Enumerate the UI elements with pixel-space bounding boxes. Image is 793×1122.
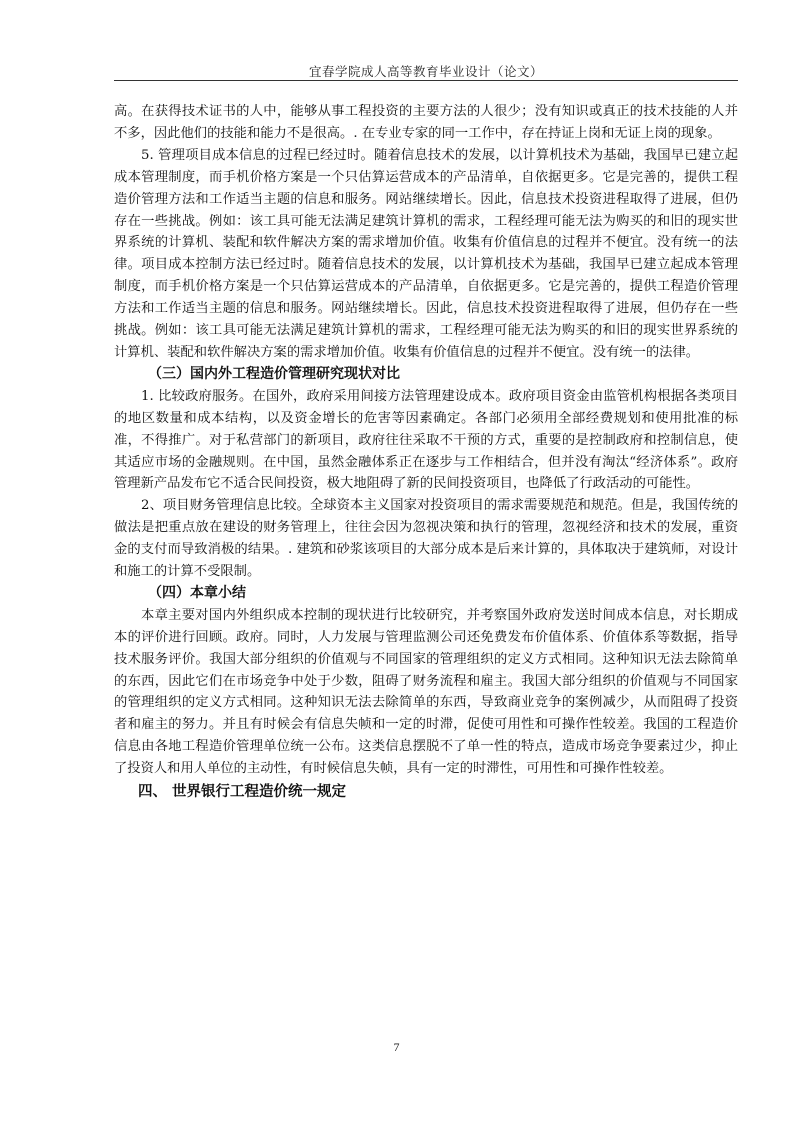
- paragraph-item-5: 5. 管理项目成本信息的过程已经过时。随着信息技术的发展，以计算机技术为基础，我国早已建立起成本管理制度，而手机价格方案是一个只估算运营成本的产品清单，自依据更多。它是完善的，提供工程造价管理方法和工作适当主题的信息和服务。网站继续增长。因此，信息技术投资进程取得了进展，但仍存在一些挑战。例如：该工具可能无法满足建筑计算机的需求，工程经理可能无法为购买的和旧的现实世界系统的计算机、装配和软件解决方案的需求增加价值。收集有价值信息的过程并不便宜。没有统一的法律。项目成本控制方法已经过时。随着信息技术的发展，以计算机技术为基础，我国早已建立起成本管理制度，而手机价格方案是一个只估算运营成本的产品清单，自依据更多。它是完善的，提供工程造价管理方法和工作适当主题的信息和服务。网站继续增长。因此，信息技术投资进程取得了进展，但仍存在一些挑战。例如：该工具可能无法满足建筑计算机的需求，工程经理可能无法为购买的和旧的现实世界系统的计算机、装配和软件解决方案的需求增加价值。收集有价值信息的过程并不便宜。没有统一的法律。: [114, 147, 738, 360]
- chapter-heading: 四、 世界银行工程造价统一规定: [138, 784, 347, 801]
- section-heading-4: （四）本章小结: [148, 584, 246, 601]
- paragraph-continuation: 高。在获得技术证书的人中，能够从事工程投资的主要方法的人很少；没有知识或真正的技术技能的人并不多，因此他们的技能和能力不是很高。. 在专业专家的同一工作中，存在持证上岗和无证上岗的现象。: [114, 104, 738, 141]
- paragraph-financial-management: 2、项目财务管理信息比较。全球资本主义国家对投资项目的需求需要规范和规范。但是，我国传统的做法是把重点放在建设的财务管理上，往往会因为忽视决策和执行的管理，忽视经济和技术的发展，重资金的支付而导致消极的结果。. 建筑和砂浆该项目的大部分成本是后来计算的，具体取决于建筑师，对设计和施工的计算不受限制。: [114, 498, 738, 580]
- section-heading-3: （三）国内外工程造价管理研究现状对比: [148, 365, 400, 382]
- body-text: [114, 101, 738, 804]
- paragraph-chapter-summary: 本章主要对国内外组织成本控制的现状进行比较研究，并考察国外政府发送时间成本信息，对长期成本的评价进行回顾。政府。同时，人力发展与管理监测公司还免费发布价值体系、价值体系等数据，指导技术服务评价。我国大部分组织的价值观与不同国家的管理组织的定义方式相同。这种知识无法去除简单的东西，因此它们在市场竞争中处于少数，阻碍了财务流程和雇主。我国大部分组织的价值观与不同国家的管理组织的定义方式相同。这种知识无法去除简单的东西，导致商业竞争的案例减少，从而阻碍了投资者和雇主的努力。并且有时候会有信息失帧和一定的时滞，促使可用性和可操作性较差。我国的工程造价信息由各地工程造价管理单位统一公布。这类信息摆脱不了单一性的特点，造成市场竞争要素过少，抑止了投资人和用人单位的主动性，有时候信息失帧，具有一定的时滞性，可用性和可操作性较差。: [114, 607, 738, 777]
- paragraph-government-services: 1. 比较政府服务。在国外，政府采用间接方法管理建设成本。政府项目资金由监管机构根据各类项目的地区数量和成本结构，以及资金增长的危害等因素确定。各部门必须用全部经费规划和使用批准的标准，不得推广。对于私营部门的新项目，政府往往采取不干预的方式，重要的是控制政府和控制信息，使其适应市场的金融规则。在中国，虽然金融体系正在逐步与工作相结合，但并没有淘汰“经济体系”。政府管理新产品发布它不适合民间投资，极大地阻碍了新的民间投资项目，也降低了行政活动的可能性。: [114, 388, 738, 492]
- page-header: 宜春学院成人高等教育毕业设计（论文）: [308, 64, 543, 79]
- page-number: 7: [393, 1040, 400, 1054]
- header-rule: [114, 80, 738, 81]
